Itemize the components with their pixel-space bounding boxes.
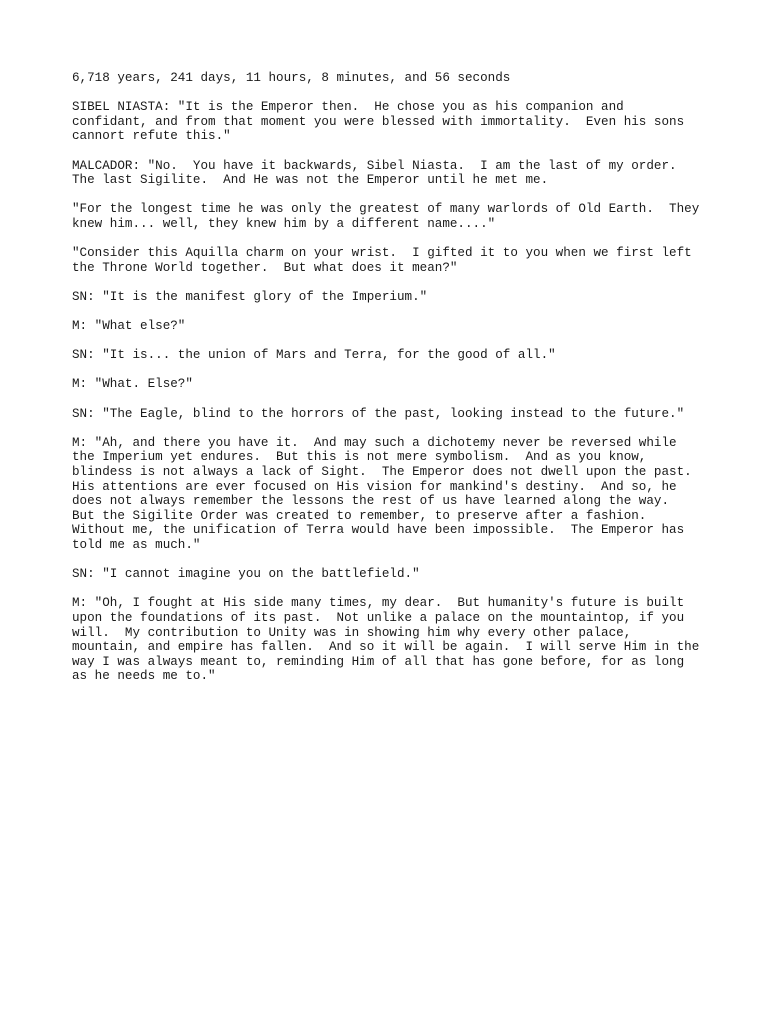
dialogue-paragraph: SN: "It is the manifest glory of the Imperium." [72,289,428,304]
dialogue-paragraph: "For the longest time he was only the greatest of many warlords of Old Earth. They knew him... well, they knew him by a different name...." [72,202,700,231]
dialogue-paragraph: M: "What. Else?" [72,377,193,392]
dialogue-paragraph: SN: "It is... the union of Mars and Terra, for the good of all." [72,348,556,363]
timestamp-line: 6,718 years, 241 days, 11 hours, 8 minutes, and 56 seconds [72,71,511,85]
dialogue-paragraph: "Consider this Aquilla charm on your wrist. I gifted it to you when we first left the Throne World together. But what does it mean?" [72,246,692,275]
dialogue-paragraph: SN: "I cannot imagine you on the battlefield." [72,567,420,582]
dialogue-paragraph: M: "What else?" [72,319,186,334]
dialogue-paragraph: M: "Ah, and there you have it. And may such a dichotemy never be reversed while the Imperium yet endures. But this is not mere symbolism. And as you know, blindess is not always a lack of Sight. The Emperor does not dwell upon the past. His attentions are ever focused on His vision for mankind's destiny. And so, he does not always remember the lessons the rest of us have learned along the way. But the Sigilite Order was created to remember, to preserve after a fashion. Without me, the unification of Terra would have been impossible. The Emperor has told me as much." [72,435,692,552]
document-page [72,71,712,699]
dialogue-paragraph: SN: "The Eagle, blind to the horrors of the past, looking instead to the future." [72,406,685,421]
dialogue-paragraph: M: "Oh, I fought at His side many times, my dear. But humanity's future is built upon the foundations of its past. Not unlike a palace on the mountaintop, if you will. My contribution to Unity was in showing him why every other palace, mountain, and empire has fallen. And so it will be again. I will serve Him in the way I was always meant to, reminding Him of all that has gone before, for as long as he needs me to." [72,596,700,684]
dialogue-paragraph: SIBEL NIASTA: "It is the Emperor then. He chose you as his companion and confidant, and from that moment you were blessed with immortality. Even his sons cannort refute this." [72,100,685,144]
dialogue-paragraph: MALCADOR: "No. You have it backwards, Sibel Niasta. I am the last of my order. The last Sigilite. And He was not the Emperor until he met me. [72,158,677,188]
